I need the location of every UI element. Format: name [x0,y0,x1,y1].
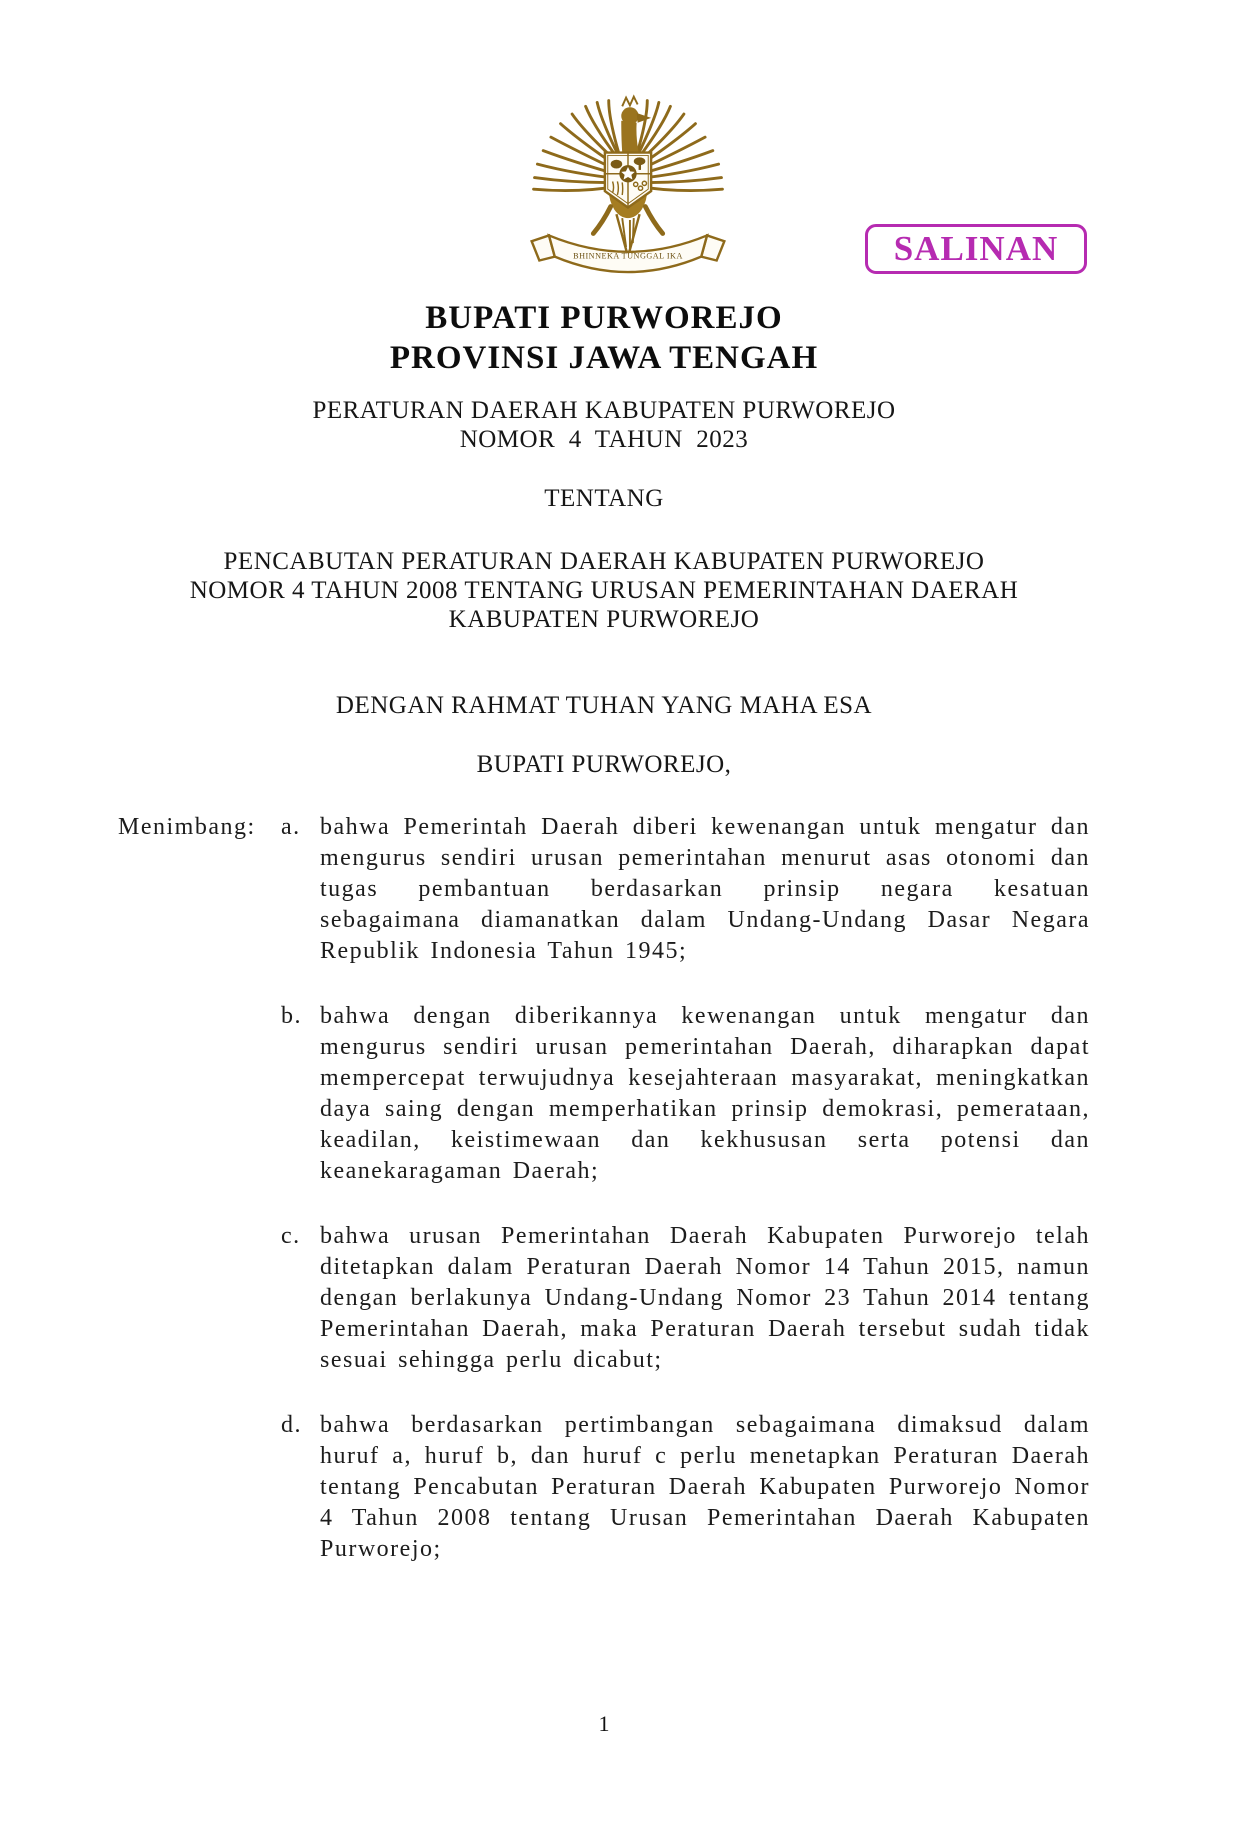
invocation-line: DENGAN RAHMAT TUHAN YANG MAHA ESA [335,692,873,719]
item-a-marker: a. [281,814,301,840]
consideration-item-b [281,1001,1090,1187]
consideration-item-a [281,812,1090,967]
salinan-stamp-label: SALINAN [893,229,1059,268]
item-c-marker: c. [281,1223,301,1249]
garuda-pancasila-emblem [522,92,734,296]
regulation-number: NOMOR 4 TAHUN 2023 [459,426,749,453]
item-d-marker: d. [281,1412,302,1438]
motto-text: BHINNEKA TUNGGAL IKA [573,251,683,261]
subject-line-2: NOMOR 4 TAHUN 2008 TENTANG URUSAN PEMERINTAHAN DAERAH [189,577,1019,604]
considerations-list [281,812,1090,1565]
item-b-text: bahwa dengan diberikannya kewenangan untuk mengatur dan mengurus sendiri urusan pemerintahan Daerah, diharapkan dapat mempercepat terwujudnya kesejahteraan masyarakat, meningkatkan daya saing dengan memperhatikan prinsip demokrasi, pemerataan, keadilan, keistimewaan dan kekhususan serta potensi dan keanekaragaman Daerah; [320,1003,1090,1184]
considerations-section [118,812,1090,1599]
regulation-title: PERATURAN DAERAH KABUPATEN PURWOREJO [312,397,896,424]
issuer-line: BUPATI PURWOREJO, [476,751,732,778]
consideration-item-c [281,1221,1090,1376]
item-b-marker: b. [281,1003,302,1029]
about-label: TENTANG [544,485,664,512]
item-d-text: bahwa berdasarkan pertimbangan sebagaimana dimaksud dalam huruf a, huruf b, dan huruf c perlu menetapkan Peraturan Daerah tentang Pencabutan Peraturan Daerah Kabupaten Purworejo Nomor 4 Tahun 2008 tentang Urusan Pemerintahan Daerah Kabupaten Purworejo; [320,1412,1090,1562]
letterhead-province: PROVINSI JAWA TENGAH [389,340,819,376]
considerations-label: Menimbang: [118,814,256,840]
buffalo-glyph [611,160,623,169]
subject-line-3: KABUPATEN PURWOREJO [448,606,760,633]
salinan-stamp [865,224,1087,274]
letterhead-issuer: BUPATI PURWOREJO [425,300,783,336]
page-number: 1 [598,1711,610,1736]
item-c-text: bahwa urusan Pemerintahan Daerah Kabupaten Purworejo telah ditetapkan dalam Peraturan Daerah Nomor 14 Tahun 2015, namun dengan berlakunya Undang-Undang Nomor 23 Tahun 2014 tentang Pemerintahan Daerah, maka Peraturan Daerah tersebut sudah tidak sesuai sehingga perlu dicabut; [320,1223,1090,1373]
item-a-text: bahwa Pemerintah Daerah diberi kewenangan untuk mengatur dan mengurus sendiri urusan pemerintahan menurut asas otonomi dan tugas pembantuan berdasarkan prinsip negara kesatuan sebagaimana diamanatkan dalam Undang-Undang Dasar Negara Republik Indonesia Tahun 1945; [320,814,1090,964]
motto-ribbon [532,235,725,272]
subject-line-1: PENCABUTAN PERATURAN DAERAH KABUPATEN PURWOREJO [223,548,985,575]
consideration-item-d [281,1410,1090,1565]
